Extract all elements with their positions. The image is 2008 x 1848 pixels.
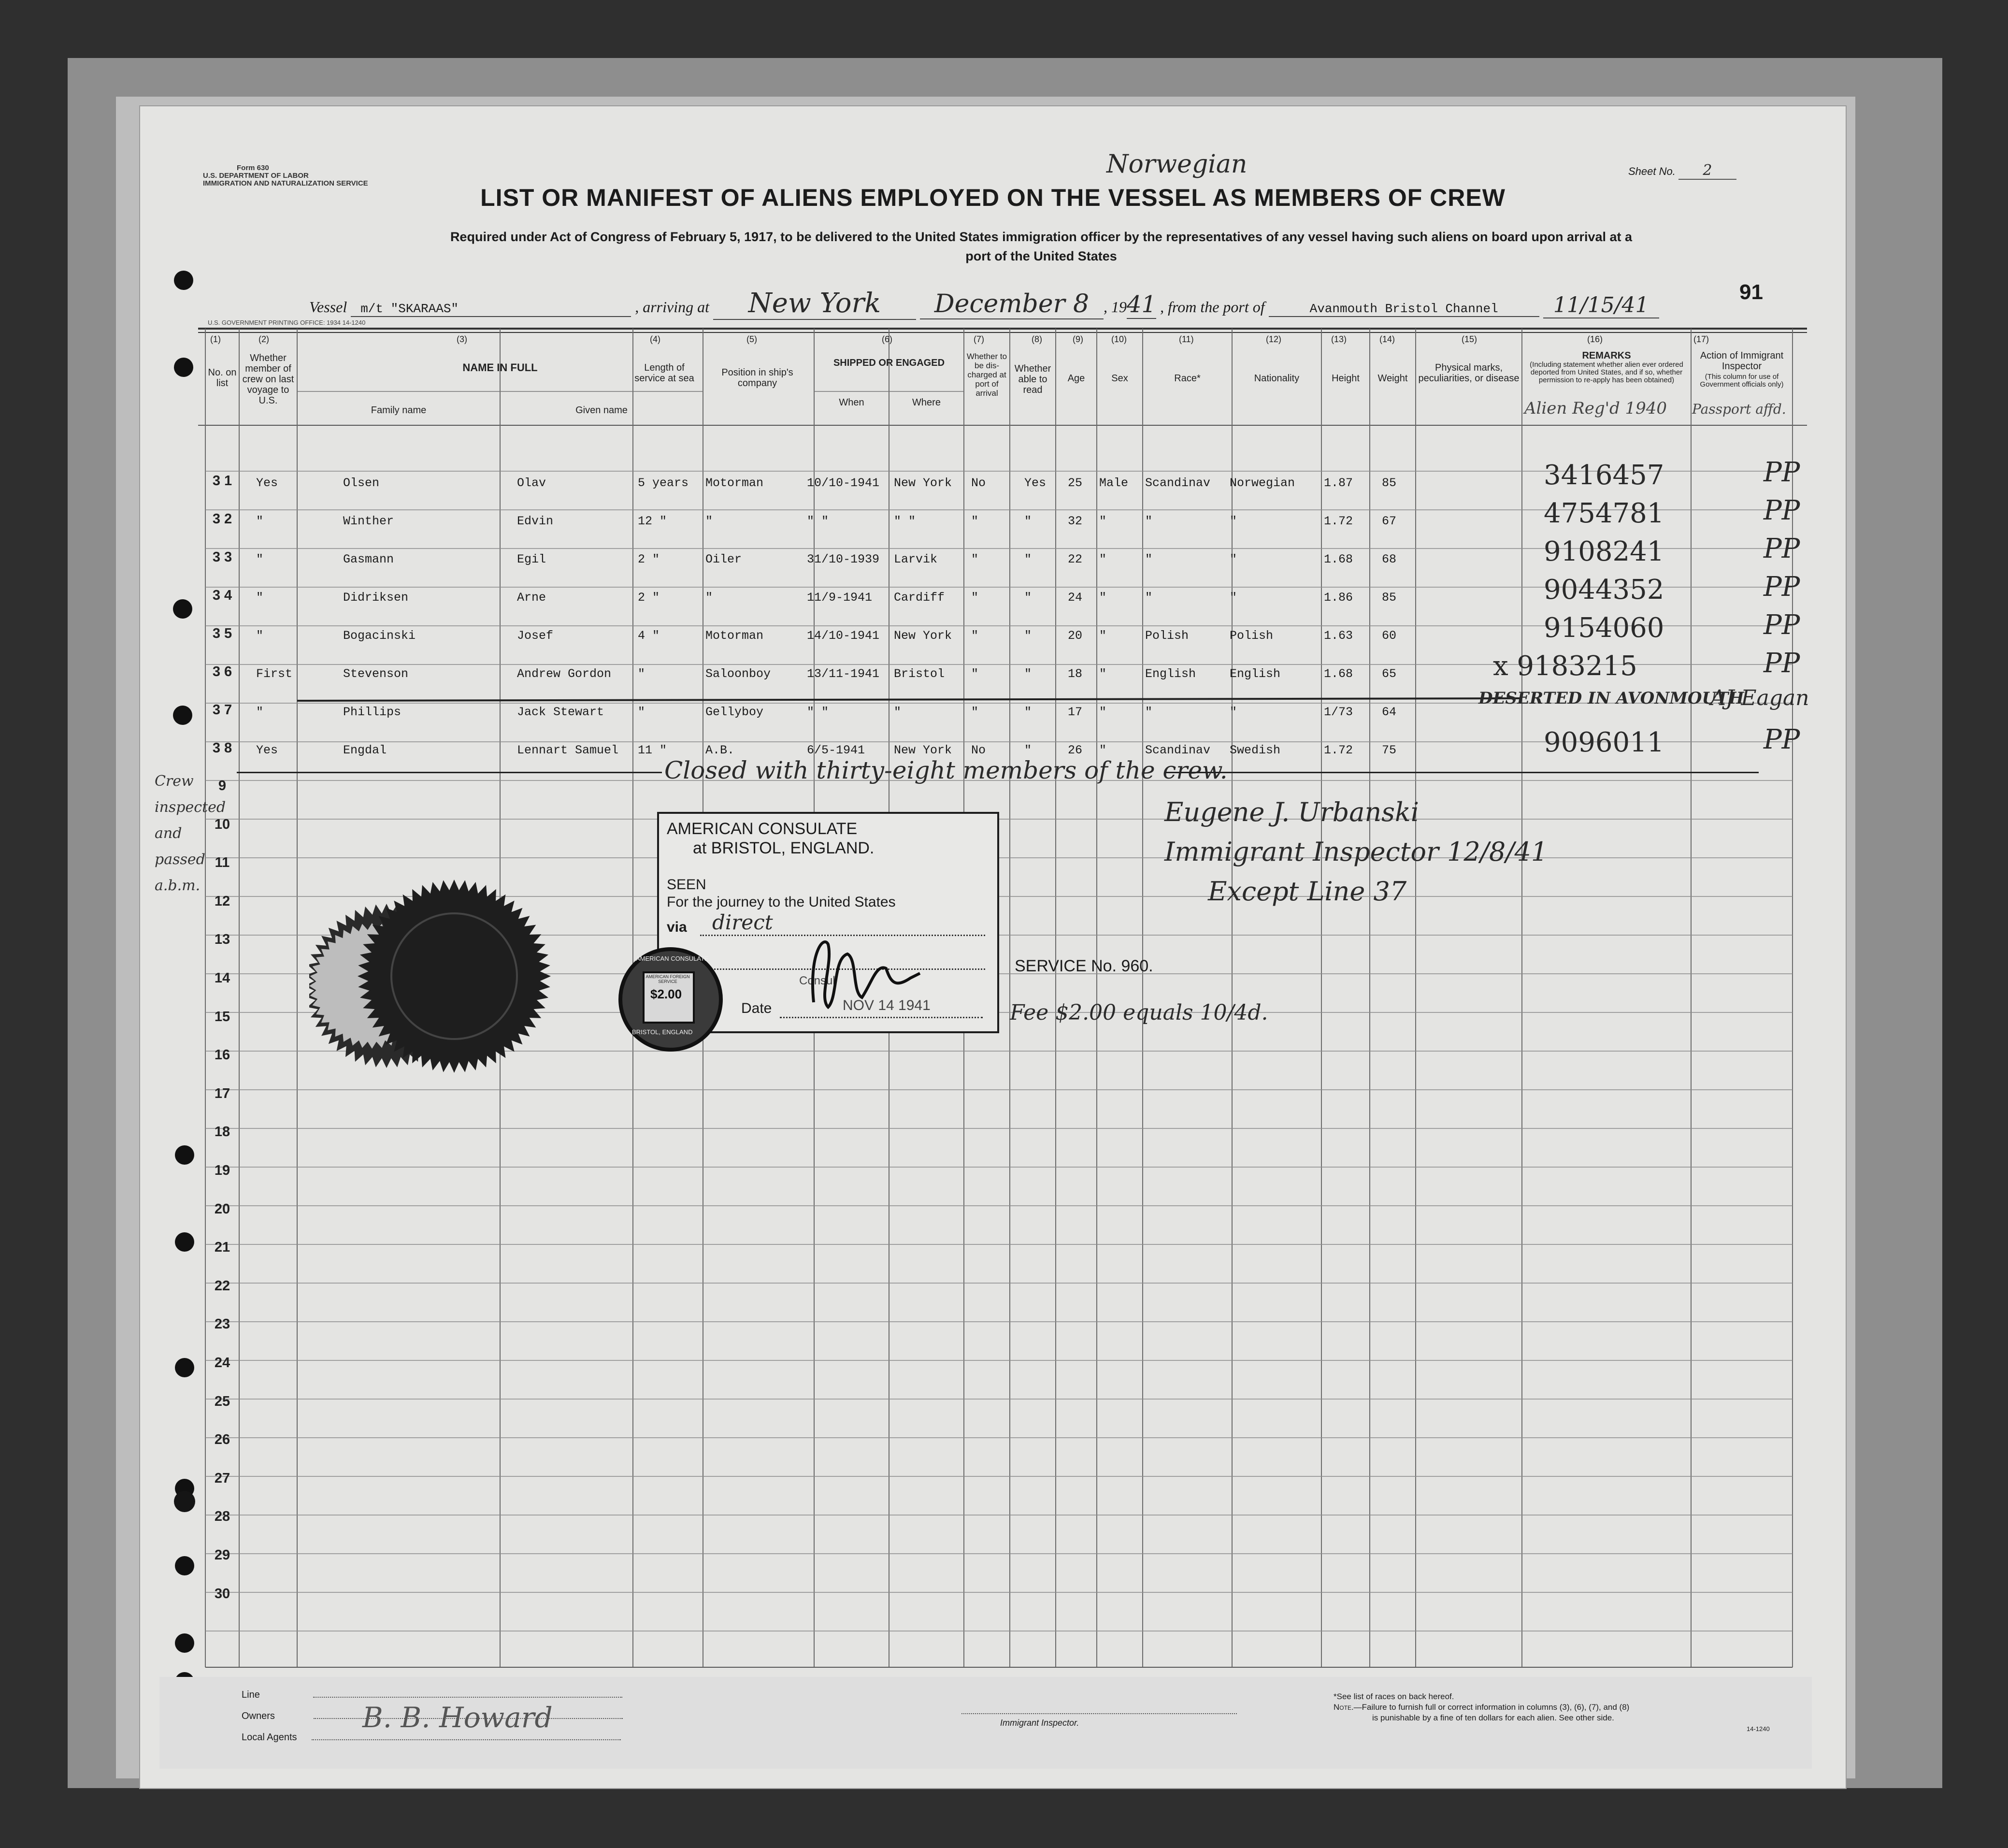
family-name-cell: Olsen — [343, 476, 380, 490]
row-number: 3 5 — [212, 626, 232, 641]
row-number: 22 — [214, 1278, 230, 1294]
header-height: Height — [1332, 373, 1360, 384]
handwritten-nationality: Norwegian — [1106, 150, 1248, 179]
able-to-read-cell: " — [1024, 705, 1032, 719]
fee-note: Fee $2.00 equals 10/4d. — [1010, 1000, 1268, 1025]
header-weight: Weight — [1377, 373, 1408, 384]
position-cell: " — [705, 591, 713, 605]
shipped-when-cell: 13/11-1941 — [807, 667, 880, 681]
able-to-read-cell: " — [1024, 514, 1032, 528]
row-number: 12 — [214, 893, 230, 909]
header-remarks-note: (Including statement whether alien ever ordered deported from United States, and if so, whether permission to re-apply has been obtained) — [1530, 361, 1683, 384]
remarks-column-note: Alien Reg'd 1940 — [1524, 399, 1667, 418]
page-subtitle: Required under Act of Congress of February 5, 1917, to be delivered to the United States immigration officer by the representatives of any vessel having such aliens on board upon arrival at a port of the United States — [450, 230, 1633, 263]
race-cell: English — [1145, 667, 1196, 681]
col-number: (9) — [1073, 334, 1083, 344]
row-number: 30 — [214, 1586, 230, 1602]
nationality-cell: " — [1230, 705, 1237, 719]
wax-seal — [358, 880, 551, 1073]
shipped-when-cell: 14/10-1941 — [807, 629, 880, 643]
embossed-seal — [309, 880, 560, 1102]
nationality-cell: Polish — [1230, 629, 1274, 643]
sex-cell: " — [1099, 552, 1107, 566]
header-member-last-voyage: Whether member of crew on last voyage to U.S. — [242, 353, 294, 406]
col-number: (15) — [1462, 334, 1477, 344]
position-cell: Gellyboy — [705, 705, 764, 719]
discharged-cell: No — [971, 743, 986, 757]
sex-cell: " — [1099, 514, 1107, 528]
height-cell: 1.72 — [1324, 514, 1353, 528]
weight-cell: 64 — [1382, 705, 1397, 719]
row-number: 17 — [214, 1085, 230, 1101]
remarks-cell: 9108241 — [1544, 536, 1664, 567]
able-to-read-cell: Yes — [1024, 476, 1047, 490]
nationality-cell: " — [1230, 591, 1237, 605]
age-cell: 22 — [1068, 552, 1083, 566]
closed-statement: Closed with thirty-eight members of the crew. — [664, 756, 1228, 784]
length-service-cell: 12 " — [638, 514, 667, 528]
remarks-cell: 3416457 — [1544, 460, 1664, 491]
remarks-cell: 9044352 — [1544, 574, 1664, 606]
height-cell: 1.72 — [1324, 743, 1353, 757]
stamp-date: NOV 14 1941 — [843, 997, 931, 1013]
family-name-cell: Bogacinski — [343, 629, 416, 643]
shipped-where-cell: New York — [894, 476, 952, 490]
page-title: LIST OR MANIFEST OF ALIENS EMPLOYED ON THE VESSEL AS MEMBERS OF CREW — [480, 184, 1506, 211]
age-cell: 25 — [1068, 476, 1083, 490]
family-name-cell: Didriksen — [343, 591, 409, 605]
race-cell: Polish — [1145, 629, 1189, 643]
able-to-read-cell: " — [1024, 591, 1032, 605]
shipped-where-cell: Cardiff — [894, 591, 945, 605]
sex-cell: " — [1099, 705, 1107, 719]
position-cell: Oiler — [705, 552, 742, 566]
member-cell: " — [256, 552, 264, 566]
manifest-sheet — [140, 106, 1846, 1788]
age-cell: 32 — [1068, 514, 1083, 528]
arrival-date: December 8 — [920, 289, 1104, 319]
shipped-where-cell: New York — [894, 743, 952, 757]
family-name-cell: Engdal — [343, 743, 387, 757]
header-when: When — [839, 397, 864, 408]
weight-cell: 65 — [1382, 667, 1397, 681]
row-number: 18 — [214, 1124, 230, 1140]
row-number: 21 — [214, 1240, 230, 1256]
header-position: Position in ship's company — [721, 367, 793, 389]
discharged-cell: " — [971, 667, 979, 681]
row-number: 19 — [214, 1163, 230, 1178]
able-to-read-cell: " — [1024, 667, 1032, 681]
weight-cell: 60 — [1382, 629, 1397, 643]
action-column-note: Passport affd. — [1692, 401, 1786, 417]
page-number: 91 — [1739, 280, 1763, 304]
sex-cell: " — [1099, 591, 1107, 605]
fee-revenue-stamp: $2.00 AMERICAN CONSULATE BRISTOL, ENGLAND AMERICAN FOREIGN SERVICE — [618, 947, 723, 1052]
age-cell: 26 — [1068, 743, 1083, 757]
row-number: 3 8 — [212, 740, 232, 756]
weight-cell: 85 — [1382, 476, 1397, 490]
member-cell: Yes — [256, 743, 278, 757]
inspector-action-cell: PP — [1764, 609, 1800, 641]
departure-port: Avanmouth Bristol Channel — [1269, 302, 1539, 317]
height-cell: 1.68 — [1324, 552, 1353, 566]
header-discharged: Whether to be dis-charged at port of arrival — [966, 352, 1007, 398]
sex-cell: " — [1099, 629, 1107, 643]
able-to-read-cell: " — [1024, 743, 1032, 757]
col-number: (5) — [746, 334, 757, 344]
nationality-cell: " — [1230, 552, 1237, 566]
via-value: direct — [712, 910, 773, 934]
row-number: 3 6 — [212, 664, 232, 679]
nationality-cell: Swedish — [1230, 743, 1281, 757]
inspector-signature: Eugene J. Urbanski Immigrant Inspector 12/8/41 Except Line 37 — [1164, 797, 1548, 907]
closing-rule-left — [237, 772, 662, 773]
header-name-in-full: NAME IN FULL — [462, 361, 538, 374]
discharged-cell: " — [971, 514, 979, 528]
header-age: Age — [1067, 373, 1085, 384]
departure-date: 11/15/41 — [1543, 293, 1659, 318]
shipped-when-cell: " " — [807, 514, 829, 528]
sheet-number-label: Sheet No. 2 — [1628, 162, 1736, 180]
discharged-cell: No — [971, 476, 986, 490]
remarks-cell: 9154060 — [1544, 612, 1664, 644]
row-number: 23 — [214, 1316, 230, 1332]
footer-inspector-label: Immigrant Inspector. — [1000, 1718, 1079, 1728]
shipped-where-cell: Bristol — [894, 667, 945, 681]
weight-cell: 75 — [1382, 743, 1397, 757]
row-number: 9 — [218, 778, 227, 794]
given-name-cell: Jack Stewart — [517, 705, 604, 719]
sex-cell: " — [1099, 743, 1107, 757]
discharged-cell: " — [971, 552, 979, 566]
row-number: 15 — [214, 1009, 230, 1025]
shipped-where-cell: " " — [894, 514, 916, 528]
family-name-cell: Winther — [343, 514, 394, 528]
position-cell: " — [705, 514, 713, 528]
col-number: (17) — [1693, 334, 1709, 344]
remarks-cell: DESERTED IN AVONMOUTH — [1478, 689, 1744, 708]
length-service-cell: 2 " — [638, 552, 660, 566]
race-cell: Scandinav — [1145, 476, 1211, 490]
col-number: (2) — [258, 334, 269, 344]
weight-cell: 68 — [1382, 552, 1397, 566]
shipped-where-cell: New York — [894, 629, 952, 643]
weight-cell: 85 — [1382, 591, 1397, 605]
header-action: Action of Immigrant Inspector — [1700, 350, 1784, 372]
col-number: (3) — [457, 334, 467, 344]
inspector-action-cell: AJ Eagan — [1710, 686, 1809, 710]
race-cell: " — [1145, 514, 1153, 528]
member-cell: " — [256, 629, 264, 643]
height-cell: 1/73 — [1324, 705, 1353, 719]
length-service-cell: 11 " — [638, 743, 667, 757]
nationality-cell: Norwegian — [1230, 476, 1295, 490]
able-to-read-cell: " — [1024, 552, 1032, 566]
given-name-cell: Olav — [517, 476, 546, 490]
col-number: (14) — [1379, 334, 1395, 344]
printing-office: U.S. GOVERNMENT PRINTING OFFICE: 1934 14-1240 — [208, 319, 366, 326]
family-name-cell: Stevenson — [343, 667, 409, 681]
service-number: SERVICE No. 960. — [1015, 957, 1153, 975]
family-name-cell: Phillips — [343, 705, 402, 719]
discharged-cell: " — [971, 629, 979, 643]
col-number: (8) — [1032, 334, 1042, 344]
col-number: (6) — [882, 334, 892, 344]
inspector-action-cell: PP — [1764, 533, 1800, 564]
inspector-action-cell: PP — [1764, 495, 1800, 526]
row-number: 11 — [215, 855, 230, 871]
sheet-number: 2 — [1678, 162, 1736, 180]
member-cell: " — [256, 591, 264, 605]
shipped-where-cell: Larvik — [894, 552, 938, 566]
height-cell: 1.68 — [1324, 667, 1353, 681]
header-race: Race* — [1174, 373, 1201, 384]
col-number: (16) — [1587, 334, 1603, 344]
shipped-when-cell: 6/5-1941 — [807, 743, 865, 757]
header-family-name: Family name — [371, 405, 427, 416]
position-cell: Saloonboy — [705, 667, 771, 681]
given-name-cell: Arne — [517, 591, 546, 605]
shipped-when-cell: 31/10-1939 — [807, 552, 880, 566]
col-number: (12) — [1266, 334, 1282, 344]
header-remarks: REMARKS — [1582, 350, 1631, 361]
family-name-cell: Gasmann — [343, 552, 394, 566]
position-cell: A.B. — [705, 743, 735, 757]
row-number: 13 — [214, 932, 230, 948]
header-nationality: Nationality — [1254, 373, 1300, 384]
col-number: (10) — [1111, 334, 1127, 344]
form-reference: Form 630 U.S. DEPARTMENT OF LABOR IMMIGRATION AND NATURALIZATION SERVICE — [203, 164, 368, 188]
consulate-stamp: AMERICAN CONSULATE at BRISTOL, ENGLAND. SEEN For the journey to the United States via direct Consul Date NOV 14 1941 — [657, 812, 999, 1033]
row-number: 20 — [214, 1201, 230, 1217]
vessel-name: m/t "SKARAAS" — [351, 302, 631, 317]
header-sex: Sex — [1111, 373, 1128, 384]
header-able-to-read: Whether able to read — [1014, 363, 1051, 395]
shipped-when-cell: 11/9-1941 — [807, 591, 873, 605]
member-cell: " — [256, 705, 264, 719]
inspector-action-cell: PP — [1764, 457, 1800, 488]
header-shipped-engaged: SHIPPED OR ENGAGED — [833, 358, 945, 368]
footer-form-code: 14-1240 — [1747, 1725, 1770, 1732]
age-cell: 20 — [1068, 629, 1083, 643]
header-no-on-list: No. on list — [208, 367, 237, 389]
discharged-cell: " — [971, 705, 979, 719]
length-service-cell: 2 " — [638, 591, 660, 605]
arrival-port: New York — [713, 288, 916, 320]
inspector-action-cell: PP — [1764, 571, 1800, 603]
member-cell: " — [256, 514, 264, 528]
inspector-action-cell: PP — [1764, 724, 1800, 755]
race-cell: " — [1145, 591, 1153, 605]
sex-cell: " — [1099, 667, 1107, 681]
nationality-cell: English — [1230, 667, 1281, 681]
row-number: 14 — [214, 970, 230, 986]
discharged-cell: " — [971, 591, 979, 605]
footer-note: *See list of races on back hereof. Note.—Failure to furnish full or correct information in columns (3), (6), (7), and (8) is punishable by a fine of ten dollars for each alien. See other side. — [1334, 1692, 1630, 1722]
age-cell: 18 — [1068, 667, 1083, 681]
header-length-service: Length of service at sea — [634, 362, 694, 384]
able-to-read-cell: " — [1024, 629, 1032, 643]
row-number: 10 — [214, 816, 230, 832]
given-name-cell: Andrew Gordon — [517, 667, 612, 681]
row-number: 3 3 — [212, 549, 232, 565]
length-service-cell: " — [638, 705, 645, 719]
sex-cell: Male — [1099, 476, 1129, 490]
age-cell: 24 — [1068, 591, 1083, 605]
member-cell: Yes — [256, 476, 278, 490]
row-number: 3 7 — [212, 702, 232, 718]
row-number: 3 1 — [212, 473, 232, 489]
row-number: 16 — [214, 1047, 230, 1063]
local-agent-signature: B. B. Howard — [362, 1701, 553, 1734]
remarks-cell: x 9183215 — [1493, 650, 1637, 682]
row-number: 27 — [214, 1470, 230, 1486]
inspector-signature-line — [961, 1713, 1237, 1714]
row-number: 24 — [214, 1355, 230, 1371]
shipped-where-cell: " — [894, 705, 902, 719]
col-number: (11) — [1179, 334, 1194, 344]
closing-rule-right — [1164, 772, 1759, 773]
header-action-note: (This column for use of Government officials only) — [1700, 373, 1784, 389]
margin-note: Crew inspected and passed a.b.m. — [155, 773, 226, 894]
age-cell: 17 — [1068, 705, 1083, 719]
shipped-when-cell: 10/10-1941 — [807, 476, 880, 490]
row-number: 29 — [214, 1547, 230, 1563]
row-number: 26 — [214, 1432, 230, 1448]
inspector-action-cell: PP — [1764, 648, 1800, 679]
col-number: (7) — [974, 334, 984, 344]
vessel-line: Vessel m/t "SKARAAS" , arriving at New York December 8 , 1941 , from the port of Avanmouth Bristol Channel 11/15/41 — [309, 288, 1659, 320]
length-service-cell: " — [638, 667, 645, 681]
arrival-year: 41 — [1126, 291, 1157, 318]
header-physical-marks: Physical marks, peculiarities, or disease — [1418, 362, 1520, 384]
height-cell: 1.86 — [1324, 591, 1353, 605]
col-number: (13) — [1331, 334, 1347, 344]
row-number: 3 4 — [212, 588, 232, 603]
row-number: 3 2 — [212, 511, 232, 527]
race-cell: Scandinav — [1145, 743, 1211, 757]
given-name-cell: Edvin — [517, 514, 554, 528]
race-cell: " — [1145, 552, 1153, 566]
col-number: (4) — [650, 334, 660, 344]
given-name-cell: Egil — [517, 552, 546, 566]
position-cell: Motorman — [705, 476, 764, 490]
col-number: (1) — [210, 334, 221, 344]
remarks-cell: 4754781 — [1544, 498, 1664, 529]
footer-labels: Line Owners Local Agents — [242, 1684, 623, 1748]
header-where: Where — [912, 397, 941, 408]
nationality-cell: " — [1230, 514, 1237, 528]
race-cell: " — [1145, 705, 1153, 719]
length-service-cell: 4 " — [638, 629, 660, 643]
height-cell: 1.87 — [1324, 476, 1353, 490]
given-name-cell: Josef — [517, 629, 554, 643]
length-service-cell: 5 years — [638, 476, 689, 490]
shipped-when-cell: " " — [807, 705, 829, 719]
position-cell: Motorman — [705, 629, 764, 643]
remarks-cell: 9096011 — [1544, 727, 1664, 758]
deserted-strike-line — [297, 698, 1522, 701]
row-number: 28 — [214, 1509, 230, 1525]
row-number: 25 — [214, 1393, 230, 1409]
header-given-name: Given name — [575, 405, 628, 416]
consul-signature — [799, 925, 925, 1017]
member-cell: First — [256, 667, 293, 681]
weight-cell: 67 — [1382, 514, 1397, 528]
height-cell: 1.63 — [1324, 629, 1353, 643]
given-name-cell: Lennart Samuel — [517, 743, 619, 757]
